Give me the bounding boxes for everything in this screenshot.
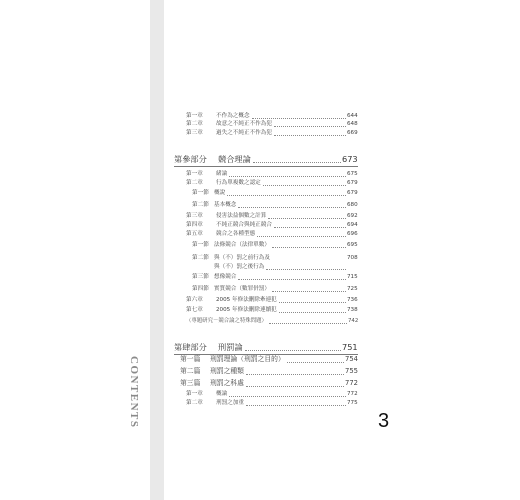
toc-entry-page: 772 [345,379,358,387]
toc-entry-title: 刑罰之種類 [210,367,244,375]
toc-entry [186,120,358,129]
toc-entry-number: 第二節 [192,255,209,261]
toc-entry-page: 695 [347,242,358,248]
toc-entry-number: 第四章 [186,222,203,228]
toc-entry-leader [253,162,341,163]
toc-entry [186,179,358,188]
toc-entry [192,241,358,250]
toc-entry-leader [238,279,346,280]
toc-entry-title: 與（不）罰之後行為 [214,264,265,270]
toc-entry [174,341,358,353]
toc-entry-number: 第二節 [192,202,209,208]
toc-entry-page: 742 [348,318,359,324]
toc-entry-number: 第肆部分 [174,342,207,352]
toc-entry-leader [272,247,346,248]
toc-entry-number: 第三章 [186,213,203,219]
toc-entry-number: 第三節 [192,274,209,280]
toc-entry-page: 715 [347,274,358,280]
toc-entry-title: 刑罰理論（刑罰之目的） [210,355,285,363]
toc-entry-page: 751 [342,342,358,352]
toc-entry-title: 概說 [214,190,226,196]
toc-entry-leader [274,135,346,136]
toc-entry-page: 755 [345,367,358,375]
toc-entry-page: 696 [347,231,358,237]
toc-entry [186,170,358,179]
toc-entry [186,221,358,230]
toc-entry-title: 故意之不純正不作為犯 [216,121,272,127]
toc-entry-leader [245,350,341,351]
toc-entry-page: 754 [345,355,358,363]
toc-entry-page: 772 [347,391,358,397]
toc-entry-page: 675 [347,171,358,177]
toc-entry-page: 738 [347,307,358,313]
toc-entry-title: 2005 年修法刪除牽連犯 [216,297,277,303]
toc-entry-leader [263,185,346,186]
toc-entry-leader [268,218,346,219]
toc-entry-title: 行為單複數之認定 [216,180,261,186]
toc-entry-number: 第一章 [186,391,203,397]
toc-entry-title: 刑罰論 [218,342,243,352]
toc-entry-number: 第六章 [186,297,203,303]
toc-entry-leader [252,118,346,119]
toc-entry-leader [274,126,346,127]
toc-entry-page: 736 [347,297,358,303]
toc-entry-number: 第二章 [186,180,203,186]
toc-entry [192,201,358,210]
toc-entry-title: 刑罰之加重 [216,400,244,406]
toc-entry [186,296,358,305]
toc-entry-leader [257,236,346,237]
toc-entry-title: 與（不）罰之前行為及 [214,255,270,261]
toc-entry-leader [246,405,346,406]
toc-entry-leader [266,269,346,270]
toc-entry [192,254,358,272]
page-edge-band [150,0,164,500]
toc-entry-leader [229,176,346,177]
toc-entry-page: 680 [347,202,358,208]
toc-entry-leader [238,207,346,208]
toc-entry-title: 法條競合（法律單數） [214,242,270,248]
toc-entry-page: 692 [347,213,358,219]
toc-entry-page: 725 [347,286,358,292]
toc-entry-number: 第七章 [186,307,203,313]
toc-entry-leader [227,195,346,196]
toc-entry-page: 673 [342,154,358,164]
toc-entry [192,189,358,198]
toc-entry-title: 競合之各種型態 [216,231,256,237]
toc-entry-title: 侵害法益個數之計算 [216,213,267,219]
toc-entry [186,317,358,326]
toc-entry-leader [272,291,346,292]
toc-entry-title: 競合理論 [218,154,251,164]
toc-entry-title: 不純正競合與純正競合 [216,222,272,228]
toc-entry-page: 708 [347,255,358,261]
toc-entry-number: 第五章 [186,231,203,237]
toc-entry-number: 第二篇 [180,367,201,375]
toc-entry-number: 第三章 [186,130,203,136]
toc-entry-page: 679 [347,190,358,196]
toc-entry-page: 694 [347,222,358,228]
toc-entry-number: 第參部分 [174,154,207,164]
toc-entry [186,129,358,138]
toc-entry [186,390,358,399]
toc-entry-number: 第四節 [192,286,209,292]
toc-entry-number: 第一章 [186,113,203,119]
toc-entry-leader [229,396,346,397]
toc-entry-title: 緒論 [216,171,228,177]
toc-entry-leader [279,312,346,313]
toc-entry-page: 648 [347,121,358,127]
toc-entry-page: 775 [347,400,358,406]
toc-entry-number: 第二章 [186,400,203,406]
toc-entry-number: 第一篇 [180,355,201,363]
toc-entry [186,306,358,315]
toc-entry-number: 第一節 [192,190,209,196]
toc-entry-title: 刑罰之科處 [210,379,244,387]
toc-entry-title: 概論 [216,391,228,397]
toc-entry [186,212,358,221]
toc-entry [192,273,358,282]
toc-entry-leader [246,374,344,375]
toc-entry-leader [246,386,344,387]
toc-entry [186,399,358,408]
toc-entry-title: 基本概念 [214,202,237,208]
toc-entry [180,354,358,364]
page-number: 3 [378,410,390,432]
toc-entry [192,285,358,294]
toc-entry-page: 669 [347,130,358,136]
toc-entry-page: 679 [347,180,358,186]
toc-entry-title: 過失之不純正不作為犯 [216,130,272,136]
toc-entry-title: 2005 年修法刪除連續犯 [216,307,277,313]
toc-entry [180,378,358,388]
toc-entry-number: 第二章 [186,121,203,127]
toc-entry-title: 不作為之概念 [216,113,250,119]
toc-entry-title: 想像競合 [214,274,237,280]
toc-entry-number: 第三篇 [180,379,201,387]
toc-entry-leader [269,323,347,324]
toc-entry [174,153,358,165]
toc-entry [180,366,358,376]
toc-entry [186,230,358,239]
toc-entry-title: 實質競合（數罪併罰） [214,286,270,292]
spine-title-text: CONTENTS [128,356,140,429]
spine-title [128,356,141,429]
toc-entry-leader [287,362,344,363]
part-divider-rule [174,166,358,167]
toc-entry-leader [279,302,346,303]
toc-entry-leader [274,227,346,228]
toc-entry-number: 第一章 [186,171,203,177]
toc-entry-page: 644 [347,113,358,119]
toc-entry-title: （專題研究－競合論之特殊問題） [186,318,267,324]
toc-entry-number: 第一節 [192,242,209,248]
